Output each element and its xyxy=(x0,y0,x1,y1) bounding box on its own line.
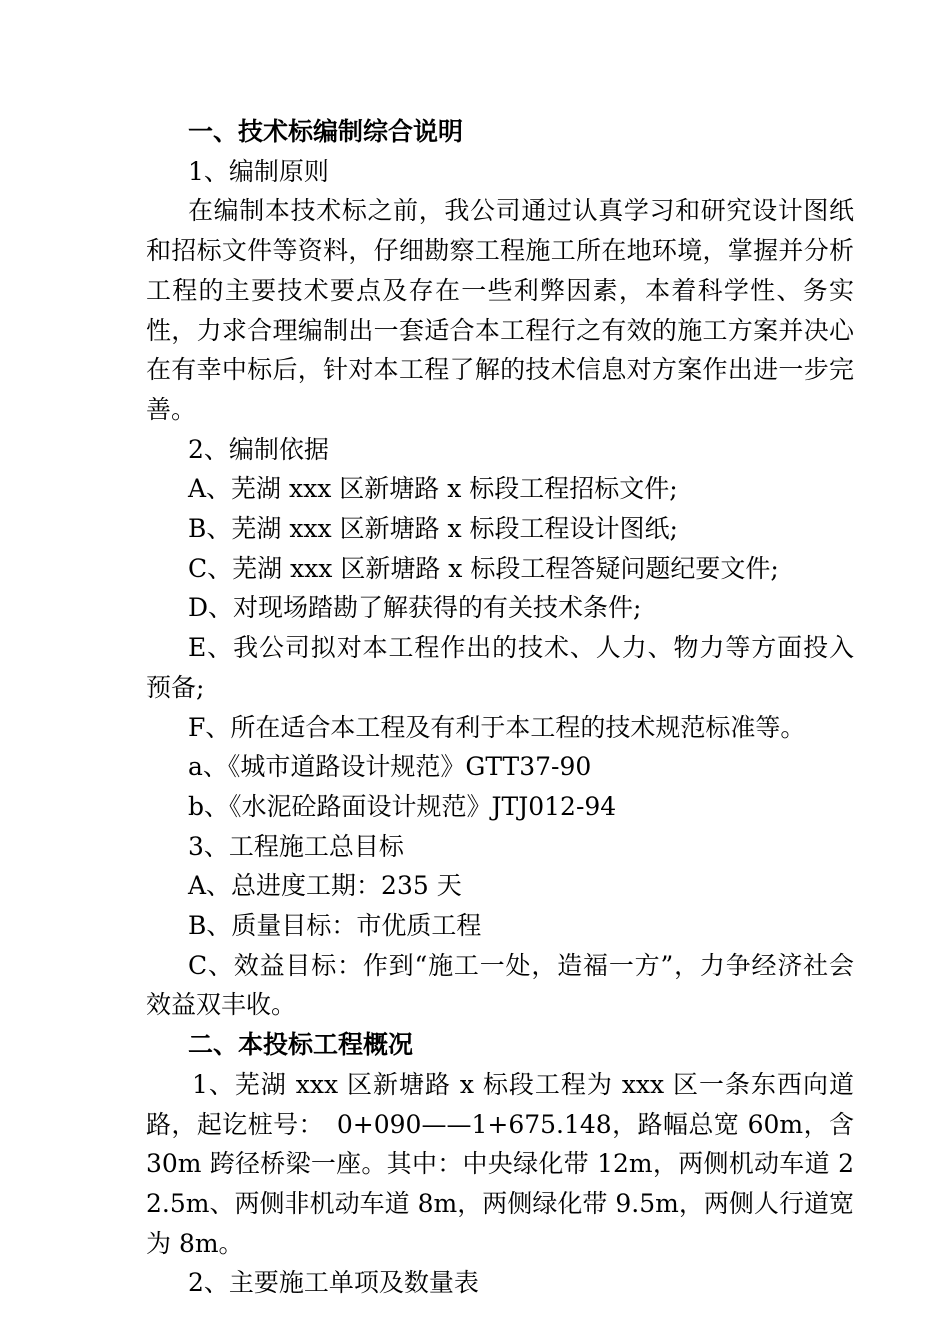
section-2-heading: 二、本投标工程概况 xyxy=(188,1030,414,1060)
main-items-title: 2、主要施工单项及数量表 xyxy=(188,1268,479,1298)
standard-item-b: b、《水泥砼路面设计规范》JTJ012-94 xyxy=(188,791,617,821)
goal-schedule: A、总进度工期：235 天 xyxy=(188,871,462,901)
basis-item-f: F、所在适合本工程及有利于本工程的技术规范标准等。 xyxy=(188,712,806,742)
basis-item-e: E、我公司拟对本工程作出的技术、人力、物力等方面投入预备; xyxy=(146,633,854,702)
overall-goals-title: 3、工程施工总目标 xyxy=(188,831,404,861)
standard-item-a: a、《城市道路设计规范》GTT37-90 xyxy=(188,752,592,782)
project-overview: 1、芜湖 xxx 区新塘路 x 标段工程为 xxx 区一条东西向道路，起讫桩号： 0+090——1+675.148，路幅总宽 60m，含 30m 跨径桥梁一座。其中：中央绿化带 12m，两侧机动车道 22.5m、两侧非机动车道 8m，两侧绿化带 9.5m，两侧人行道宽为 8m。 xyxy=(146,1069,854,1258)
basis-item-b: B、芜湖 xxx 区新塘路 x 标段工程设计图纸; xyxy=(188,514,678,544)
goal-quality: B、质量目标：市优质工程 xyxy=(188,911,482,941)
compilation-principle-body: 在编制本技术标之前，我公司通过认真学习和研究设计图纸和招标文件等资料，仔细勘察工程施工所在地环境，掌握并分析工程的主要技术要点及存在一些利弊因素，本着科学性、务实性，力求合理编制出一套适合本工程行之有效的施工方案并决心在有幸中标后，针对本工程了解的技术信息对方案作出进一步完善。 xyxy=(146,196,854,424)
document-body xyxy=(146,112,854,1303)
goal-benefit: C、效益目标：作到“施工一处，造福一方”，力争经济社会效益双丰收。 xyxy=(146,950,854,1020)
compilation-principle-title: 1、编制原则 xyxy=(188,156,329,186)
compilation-basis-title: 2、编制依据 xyxy=(188,434,329,464)
basis-item-a: A、芜湖 xxx 区新塘路 x 标段工程招标文件; xyxy=(188,474,678,504)
basis-item-d: D、对现场踏勘了解获得的有关技术条件; xyxy=(188,593,642,623)
section-1-heading: 一、技术标编制综合说明 xyxy=(188,117,464,146)
basis-item-c: C、芜湖 xxx 区新塘路 x 标段工程答疑问题纪要文件; xyxy=(188,553,779,583)
